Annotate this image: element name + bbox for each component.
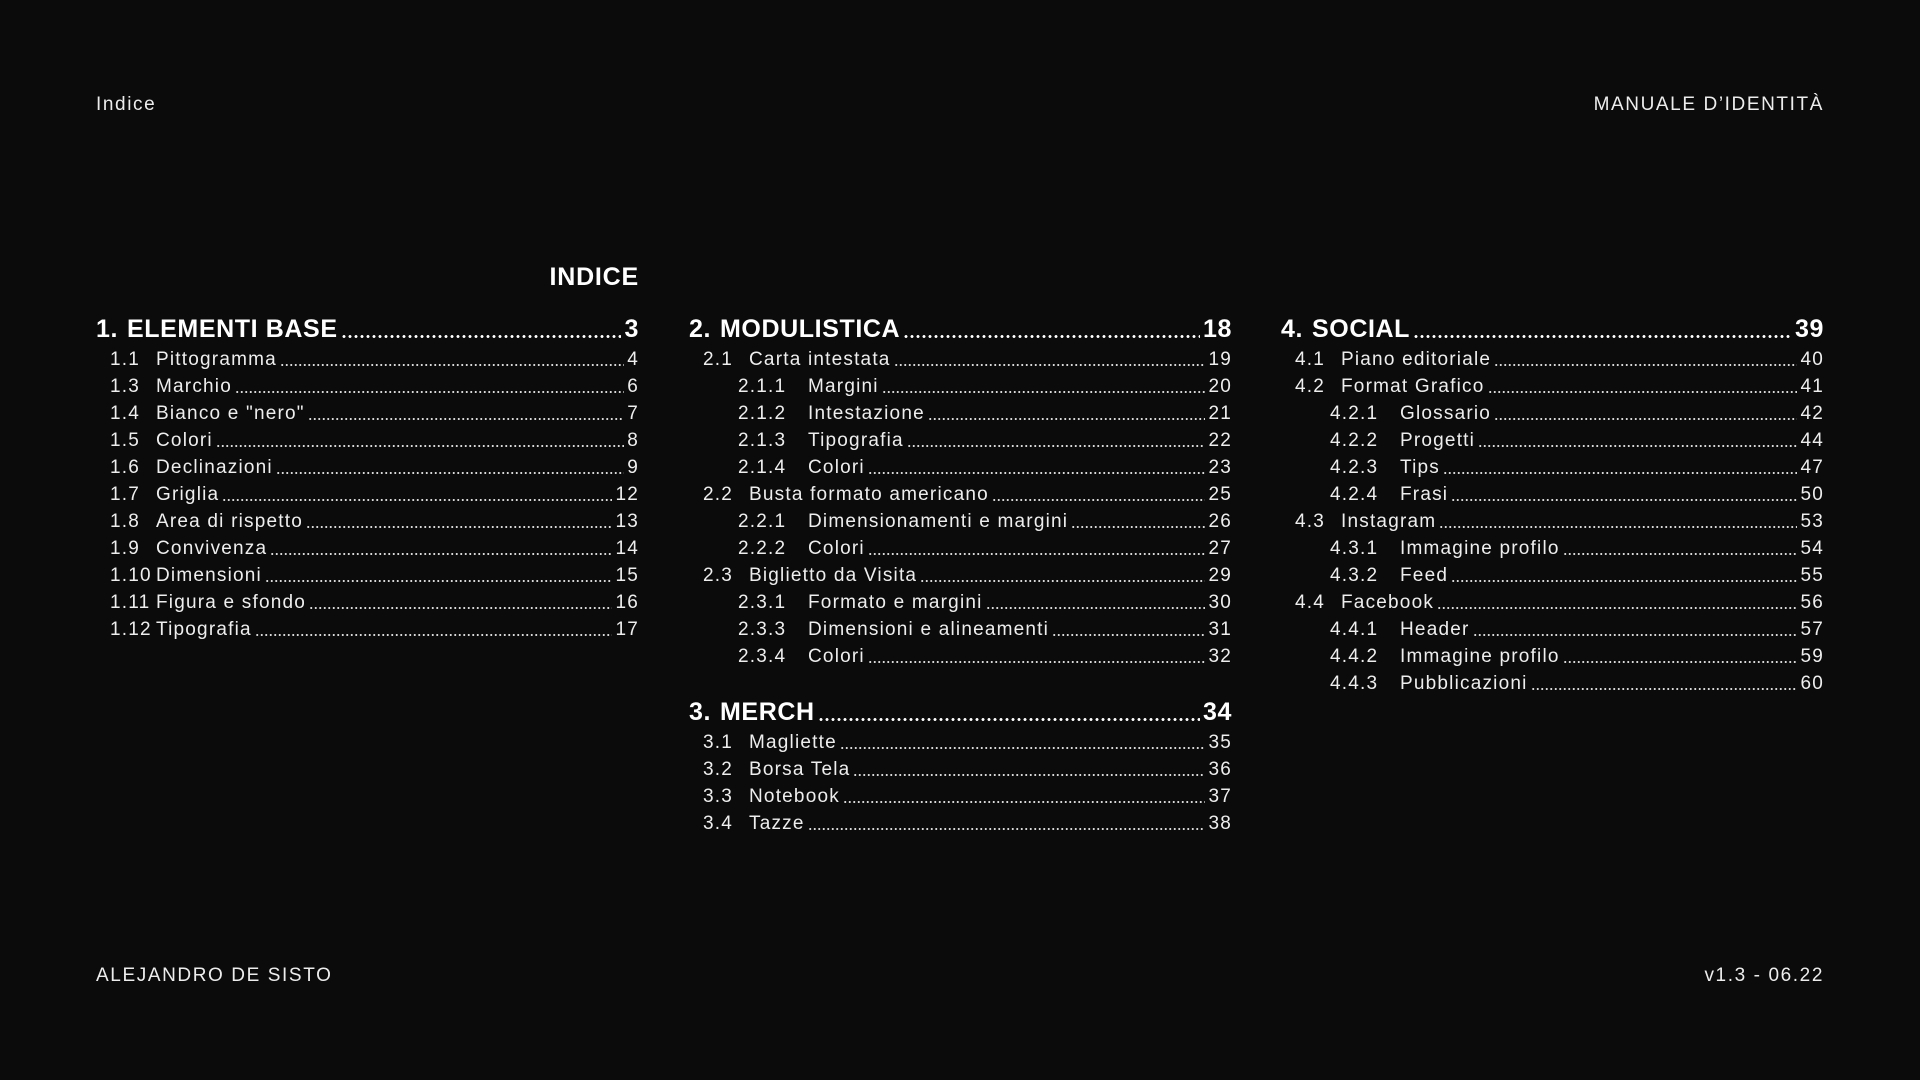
entry-page-number: 3 [624,315,639,343]
dot-leader [235,391,624,393]
toc-subsubentry[interactable] [1281,616,1824,643]
entry-number: 4.4.1 [1330,619,1379,640]
entry-number: 1.11 [110,592,151,613]
entry-label: Pubblicazioni [1400,673,1528,694]
dot-leader [853,774,1205,776]
entry-label: Format Grafico [1341,376,1485,397]
toc-subsubentry[interactable] [1281,535,1824,562]
toc-subsubentry[interactable] [1281,643,1824,670]
entry-label: Colori [808,457,865,478]
dot-leader [1437,607,1797,609]
toc-subentry[interactable] [689,346,1232,373]
entry-page-number: 59 [1800,646,1824,667]
header-section-label: Indice [96,94,157,115]
entry-page-number: 25 [1208,484,1232,505]
dot-leader [928,418,1206,420]
entry-number: 3.4 [703,813,734,834]
entry-label: Glossario [1400,403,1492,424]
toc-subentry[interactable] [96,427,639,454]
entry-label: Colori [156,430,213,451]
toc-subentry[interactable] [689,756,1232,783]
toc-subentry[interactable] [689,481,1232,508]
dot-leader [255,634,613,636]
entry-number: 4.1 [1295,349,1326,370]
entry-label: Convivenza [156,538,268,559]
dot-leader [216,445,624,447]
entry-page-number: 16 [615,592,639,613]
entry-number: 2.1.1 [738,376,787,397]
entry-page-number: 39 [1794,315,1824,343]
entry-label: Magliette [749,732,837,753]
dot-leader [1563,661,1798,663]
entry-label: Biglietto da Visita [749,565,918,586]
entry-number: 1.9 [110,538,141,559]
dot-leader [1494,364,1797,366]
entry-page-number: 38 [1208,813,1232,834]
dot-leader [843,801,1206,803]
entry-label: Dimensioni [156,565,262,586]
entry-label: Griglia [156,484,220,505]
dot-leader [868,661,1206,663]
header-document-title: MANUALE D’IDENTITÀ [1593,94,1824,115]
entry-page-number: 29 [1208,565,1232,586]
toc-subentry[interactable] [96,562,639,589]
entry-page-number: 22 [1208,430,1232,451]
entry-number: 2.3.3 [738,619,787,640]
dot-leader [1563,553,1798,555]
entry-label: Pittogramma [156,349,277,370]
toc-subsubentry[interactable] [1281,562,1824,589]
toc-subsubentry[interactable] [689,589,1232,616]
entry-page-number: 12 [615,484,639,505]
entry-label: Formato e margini [808,592,983,613]
entry-number: 2.3.1 [738,592,787,613]
dot-leader [986,607,1206,609]
toc-section [689,696,1232,837]
entry-number: 2.1.4 [738,457,787,478]
entry-page-number: 47 [1800,457,1824,478]
entry-page-number: 60 [1800,673,1824,694]
entry-number: 2.1 [703,349,734,370]
dot-leader [1494,418,1797,420]
entry-label: Dimensionamenti e margini [808,511,1069,532]
entry-page-number: 32 [1208,646,1232,667]
entry-page-number: 35 [1208,732,1232,753]
entry-label: Notebook [749,786,840,807]
dot-leader [907,445,1206,447]
toc-subsubentry[interactable] [1281,400,1824,427]
entry-label: Carta intestata [749,349,891,370]
entry-page-number: 42 [1800,403,1824,424]
dot-leader [840,747,1206,749]
dot-leader [894,364,1206,366]
entry-label: Tipografia [808,430,904,451]
toc-subentry[interactable] [1281,373,1824,400]
entry-page-number: 17 [615,619,639,640]
entry-page-number: 7 [627,403,639,424]
entry-label: Marchio [156,376,232,397]
entry-number: 2.3 [703,565,734,586]
entry-number: 2.2.1 [738,511,787,532]
index-title: INDICE [549,263,639,291]
dot-leader [1071,526,1205,528]
entry-page-number: 31 [1208,619,1232,640]
entry-number: 4.4.3 [1330,673,1379,694]
entry-label: Facebook [1341,592,1435,613]
entry-page-number: 37 [1208,786,1232,807]
entry-label: MODULISTICA [720,315,901,343]
toc-subentry[interactable] [96,616,639,643]
entry-page-number: 50 [1800,484,1824,505]
entry-number: 4. [1281,315,1304,343]
toc-subentry[interactable] [96,454,639,481]
entry-page-number: 56 [1800,592,1824,613]
toc-subsubentry[interactable] [1281,670,1824,697]
dot-leader [270,553,612,555]
entry-number: 3.3 [703,786,734,807]
entry-label: Busta formato americano [749,484,989,505]
dot-leader [1451,499,1797,501]
entry-number: 4.2.1 [1330,403,1379,424]
entry-page-number: 13 [615,511,639,532]
toc-subentry[interactable] [96,589,639,616]
dot-leader [1478,445,1797,447]
dot-leader [818,718,1200,721]
entry-page-number: 15 [615,565,639,586]
entry-number: 1.7 [110,484,141,505]
dot-leader [1451,580,1797,582]
entry-number: 3. [689,698,712,726]
entry-page-number: 4 [627,349,639,370]
entry-number: 2.3.4 [738,646,787,667]
toc-section-heading[interactable] [1281,313,1824,346]
dot-leader [920,580,1205,582]
entry-label: Tipografia [156,619,252,640]
entry-number: 4.4 [1295,592,1326,613]
toc-section [689,313,1232,670]
entry-number: 1. [96,315,119,343]
entry-label: Margini [808,376,879,397]
entry-label: Frasi [1400,484,1449,505]
entry-label: Borsa Tela [749,759,851,780]
toc-subsubentry[interactable] [1281,427,1824,454]
entry-page-number: 20 [1208,376,1232,397]
entry-page-number: 53 [1800,511,1824,532]
dot-leader [265,580,612,582]
entry-label: Header [1400,619,1470,640]
toc-subsubentry[interactable] [1281,454,1824,481]
dot-leader [222,499,612,501]
entry-label: Immagine profilo [1400,538,1560,559]
entry-page-number: 23 [1208,457,1232,478]
toc-subsubentry[interactable] [689,373,1232,400]
entry-label: ELEMENTI BASE [127,315,338,343]
dot-leader [882,391,1206,393]
entry-label: Declinazioni [156,457,273,478]
toc-subentry[interactable] [689,562,1232,589]
entry-page-number: 41 [1800,376,1824,397]
dot-leader [1052,634,1205,636]
entry-number: 4.3 [1295,511,1326,532]
dot-leader [280,364,624,366]
entry-number: 1.10 [110,565,152,586]
toc-column-3 [1281,313,1824,723]
entry-label: Tazze [749,813,805,834]
dot-leader [308,418,624,420]
entry-number: 4.4.2 [1330,646,1379,667]
entry-page-number: 9 [627,457,639,478]
dot-leader [276,472,624,474]
entry-number: 1.12 [110,619,152,640]
entry-label: Area di rispetto [156,511,303,532]
entry-label: SOCIAL [1312,315,1411,343]
dot-leader [1488,391,1798,393]
dot-leader [992,499,1206,501]
toc-subsubentry[interactable] [689,400,1232,427]
toc-subentry[interactable] [96,400,639,427]
entry-number: 2.2.2 [738,538,787,559]
entry-page-number: 44 [1800,430,1824,451]
dot-leader [903,335,1200,338]
entry-label: Dimensioni e alineamenti [808,619,1050,640]
entry-number: 2.1.3 [738,430,787,451]
entry-page-number: 8 [627,430,639,451]
entry-page-number: 54 [1800,538,1824,559]
dot-leader [1473,634,1798,636]
entry-number: 1.3 [110,376,141,397]
toc-subentry[interactable] [1281,508,1824,535]
entry-number: 4.2.2 [1330,430,1379,451]
entry-label: MERCH [720,698,815,726]
entry-number: 4.2 [1295,376,1326,397]
toc-subentry[interactable] [689,810,1232,837]
toc-subsubentry[interactable] [689,643,1232,670]
dot-leader [1531,688,1798,690]
entry-page-number: 27 [1208,538,1232,559]
entry-number: 1.4 [110,403,141,424]
entry-label: Bianco e "nero" [156,403,305,424]
entry-label: Immagine profilo [1400,646,1560,667]
toc-subsubentry[interactable] [689,454,1232,481]
toc-column-2 [689,313,1232,863]
dot-leader [868,553,1206,555]
dot-leader [1413,335,1792,338]
toc-subsubentry[interactable] [1281,481,1824,508]
dot-leader [1443,472,1797,474]
entry-number: 1.5 [110,430,141,451]
entry-page-number: 18 [1202,315,1232,343]
toc-column-1 [96,313,639,669]
dot-leader [1439,526,1797,528]
entry-page-number: 19 [1208,349,1232,370]
footer-version: v1.3 - 06.22 [1704,965,1824,986]
toc-section-heading[interactable] [96,313,639,346]
entry-label: Intestazione [808,403,925,424]
dot-leader [868,472,1206,474]
entry-label: Progetti [1400,430,1476,451]
entry-label: Tips [1400,457,1440,478]
entry-page-number: 36 [1208,759,1232,780]
toc-subentry[interactable] [1281,346,1824,373]
dot-leader [306,526,612,528]
entry-number: 4.2.3 [1330,457,1379,478]
toc-subentry[interactable] [689,729,1232,756]
entry-label: Instagram [1341,511,1437,532]
dot-leader [341,335,622,338]
footer-author: ALEJANDRO DE SISTO [96,965,333,986]
entry-number: 2. [689,315,712,343]
entry-number: 4.3.1 [1330,538,1379,559]
entry-page-number: 21 [1208,403,1232,424]
entry-label: Colori [808,538,865,559]
entry-page-number: 26 [1208,511,1232,532]
toc-subsubentry[interactable] [689,616,1232,643]
toc-subentry[interactable] [96,508,639,535]
toc-section [1281,313,1824,697]
entry-page-number: 40 [1800,349,1824,370]
toc-subentry[interactable] [1281,589,1824,616]
toc-subentry[interactable] [96,481,639,508]
entry-page-number: 55 [1800,565,1824,586]
entry-label: Piano editoriale [1341,349,1492,370]
entry-label: Figura e sfondo [156,592,307,613]
entry-label: Feed [1400,565,1449,586]
dot-leader [808,828,1206,830]
toc-subsubentry[interactable] [689,508,1232,535]
entry-number: 2.1.2 [738,403,787,424]
toc-subentry[interactable] [96,373,639,400]
entry-page-number: 34 [1202,698,1232,726]
entry-number: 1.8 [110,511,141,532]
entry-number: 3.2 [703,759,734,780]
entry-number: 2.2 [703,484,734,505]
entry-page-number: 57 [1800,619,1824,640]
toc-subentry[interactable] [96,535,639,562]
entry-page-number: 14 [615,538,639,559]
entry-page-number: 6 [627,376,639,397]
entry-number: 1.6 [110,457,141,478]
entry-number: 4.3.2 [1330,565,1379,586]
entry-page-number: 30 [1208,592,1232,613]
entry-number: 3.1 [703,732,734,753]
dot-leader [309,607,612,609]
toc-section-heading[interactable] [689,313,1232,346]
toc-subentry[interactable] [96,346,639,373]
entry-number: 1.1 [110,349,141,370]
entry-number: 4.2.4 [1330,484,1379,505]
toc-section [96,313,639,643]
entry-label: Colori [808,646,865,667]
toc-subsubentry[interactable] [689,427,1232,454]
toc-subsubentry[interactable] [689,535,1232,562]
toc-subentry[interactable] [689,783,1232,810]
toc-section-heading[interactable] [689,696,1232,729]
